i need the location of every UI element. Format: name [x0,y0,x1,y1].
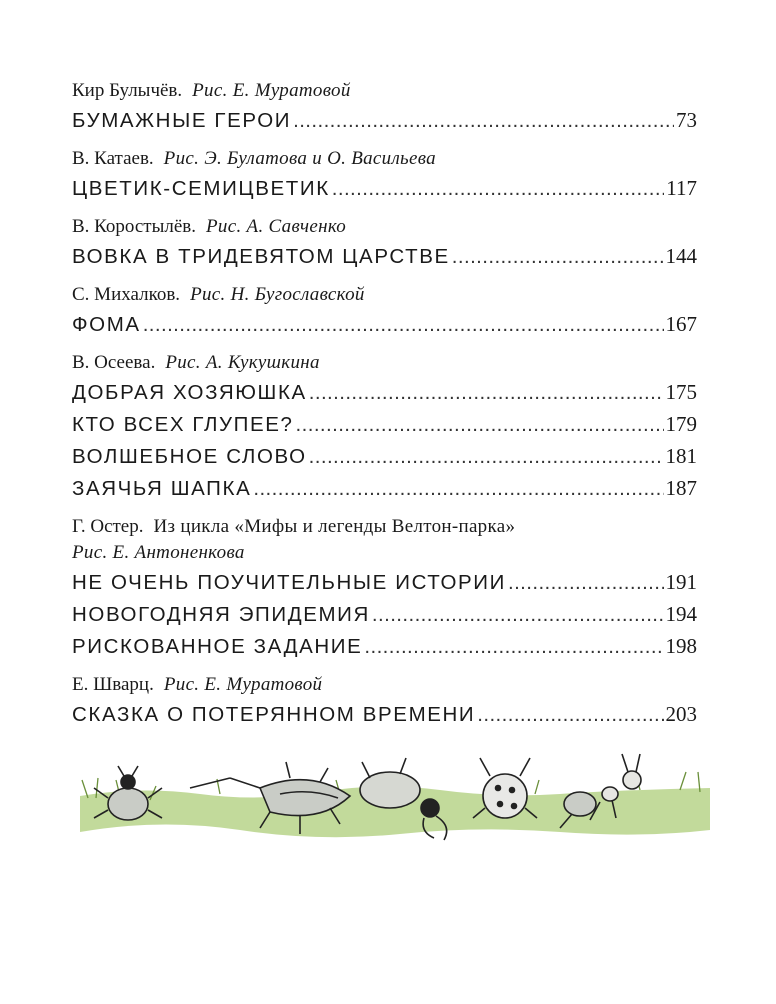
dot-leader [309,441,664,473]
insects-illustration [80,738,710,848]
table-of-contents [72,78,697,730]
toc-entry[interactable] [72,172,697,204]
toc-entry[interactable] [72,104,697,136]
entry-title: ФОМА [72,313,141,336]
author-name: В. Коростылёв. [72,216,197,237]
author-name: С. Михалков. [72,284,181,305]
author-line [72,350,697,376]
entry-title: НЕ ОЧЕНЬ ПОУЧИТЕЛЬНЫЕ ИСТОРИИ [72,571,506,594]
toc-entry[interactable] [72,240,697,272]
author-line [72,672,697,698]
entry-title: КТО ВСЕХ ГЛУПЕЕ? [72,413,294,436]
page-number: 175 [665,380,697,404]
entry-title: ЗАЯЧЬЯ ШАПКА [72,477,252,500]
toc-entry[interactable] [72,630,697,662]
ladybug-icon [473,758,537,818]
dot-leader [452,241,664,273]
author-line [72,214,697,240]
toc-entry[interactable] [72,598,697,630]
toc-entry[interactable] [72,698,697,730]
illustrator-credit: Рис. Е. Муратовой [192,80,351,101]
toc-entry[interactable] [72,376,697,408]
page-number: 198 [665,634,697,658]
toc-entry[interactable] [72,308,697,340]
illustrator-credit: Рис. Н. Бугославской [190,284,365,305]
author-line [72,146,697,172]
dot-leader [508,567,664,599]
toc-entry[interactable] [72,472,697,504]
author-name: В. Катаев. [72,148,154,169]
author-line [72,78,697,104]
entry-title: ВОЛШЕБНОЕ СЛОВО [72,445,307,468]
illustrator-credit: Рис. Е. Муратовой [163,674,323,695]
author-name: Е. Шварц. [72,674,154,695]
page-number: 117 [666,176,697,200]
author-name: Г. Остер. [72,516,144,537]
dot-leader [293,105,674,137]
page-number: 203 [665,702,697,726]
author-name: Кир Булычёв. [72,80,183,101]
dot-leader [477,699,663,731]
entry-title: НОВОГОДНЯЯ ЭПИДЕМИЯ [72,603,370,626]
author-name: В. Осеева. [72,352,156,373]
illustrator-credit: Рис. А. Савченко [206,216,347,237]
toc-entry[interactable] [72,566,697,598]
entry-title: СКАЗКА О ПОТЕРЯННОМ ВРЕМЕНИ [72,703,476,726]
dot-leader [332,173,665,205]
page-number: 179 [665,412,697,436]
entry-title: ЦВЕТИК-СЕМИЦВЕТИК [72,177,330,200]
page-number: 167 [665,312,697,336]
page-number: 194 [665,602,697,626]
dot-leader [372,599,664,631]
toc-entry[interactable] [72,408,697,440]
toc-entry[interactable] [72,440,697,472]
illustrator-credit: Рис. А. Кукушкина [165,352,320,373]
illustrator-credit: Из цикла «Мифы и легенды Велтон-парка» [153,516,516,537]
illustrator-credit: Рис. Э. Булатова и О. Васильева [163,148,436,169]
page-number: 181 [665,444,697,468]
dot-leader [296,409,664,441]
author-line [72,514,697,540]
entry-title: РИСКОВАННОЕ ЗАДАНИЕ [72,635,363,658]
dot-leader [253,473,663,505]
page-number: 144 [665,244,697,268]
entry-title: ДОБРАЯ ХОЗЯЮШКА [72,381,307,404]
illustrator-credit: Рис. Е. Антоненкова [72,542,245,563]
entry-title: БУМАЖНЫЕ ГЕРОИ [72,109,292,132]
dot-leader [364,631,663,663]
page-number: 187 [665,476,697,500]
page-number: 73 [676,108,697,132]
entry-title: ВОВКА В ТРИДЕВЯТОМ ЦАРСТВЕ [72,245,450,268]
page-number: 191 [665,570,697,594]
author-line [72,282,697,308]
dot-leader [143,309,664,341]
dot-leader [309,377,664,409]
